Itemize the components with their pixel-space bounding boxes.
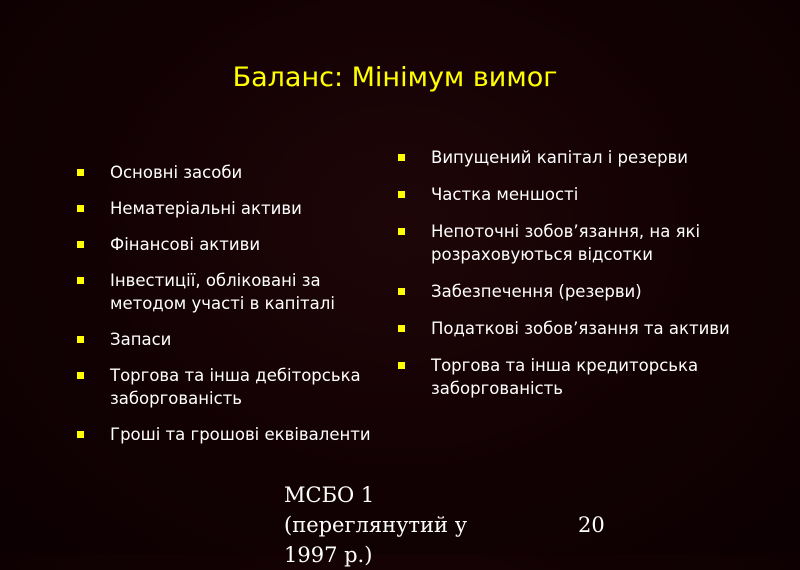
- square-bullet-icon: [398, 154, 405, 161]
- list-item: [397, 220, 797, 266]
- list-item-text: Частка меншості: [431, 185, 579, 204]
- square-bullet-icon: [398, 325, 405, 332]
- square-bullet-icon: [398, 288, 405, 295]
- square-bullet-icon: [77, 372, 84, 379]
- square-bullet-icon: [77, 205, 84, 212]
- list-item-text: Нематеріальні активи: [110, 199, 302, 218]
- list-item-text: Запаси: [110, 330, 172, 349]
- list-item-text: Випущений капітал і резерви: [431, 148, 689, 167]
- list-item: [76, 269, 396, 315]
- square-bullet-icon: [77, 431, 84, 438]
- square-bullet-icon: [77, 169, 84, 176]
- list-item-text: Забезпечення (резерви): [431, 282, 642, 301]
- list-item-text: Непоточні зобов’язання, на які розраховуються відсотки: [431, 222, 701, 264]
- list-item-text: Гроші та грошові еквіваленти: [110, 425, 371, 444]
- square-bullet-icon: [77, 277, 84, 284]
- liabilities-list: [397, 146, 797, 414]
- list-item: [397, 280, 797, 303]
- list-item: [76, 197, 396, 220]
- square-bullet-icon: [398, 191, 405, 198]
- slide-title: Баланс: Мінімум вимог: [232, 62, 558, 93]
- list-item-text: Інвестиції, обліковані за методом участі в капіталі: [110, 271, 335, 313]
- list-item-text: Податкові зобов’язання та активи: [431, 319, 730, 338]
- list-item-text: Фінансові активи: [110, 235, 261, 254]
- square-bullet-icon: [398, 362, 405, 369]
- list-item: [397, 354, 797, 400]
- list-item-text: Основні засоби: [110, 163, 243, 182]
- list-item: [397, 183, 797, 206]
- list-item: [76, 233, 396, 256]
- list-item: [76, 161, 396, 184]
- list-item: [397, 317, 797, 340]
- square-bullet-icon: [77, 336, 84, 343]
- list-item: [76, 423, 396, 446]
- list-item-text: Торгова та інша кредиторська заборгованість: [431, 356, 699, 398]
- assets-list: [76, 161, 396, 459]
- square-bullet-icon: [398, 228, 405, 235]
- list-item: [397, 146, 797, 169]
- slide-footer: МСБО 1 (переглянутий у 1997 р.): [284, 483, 468, 567]
- list-item: [76, 364, 396, 410]
- page-number: 20: [578, 513, 605, 537]
- list-item: [76, 328, 396, 351]
- list-item-text: Торгова та інша дебіторська заборгованість: [110, 366, 361, 408]
- square-bullet-icon: [77, 241, 84, 248]
